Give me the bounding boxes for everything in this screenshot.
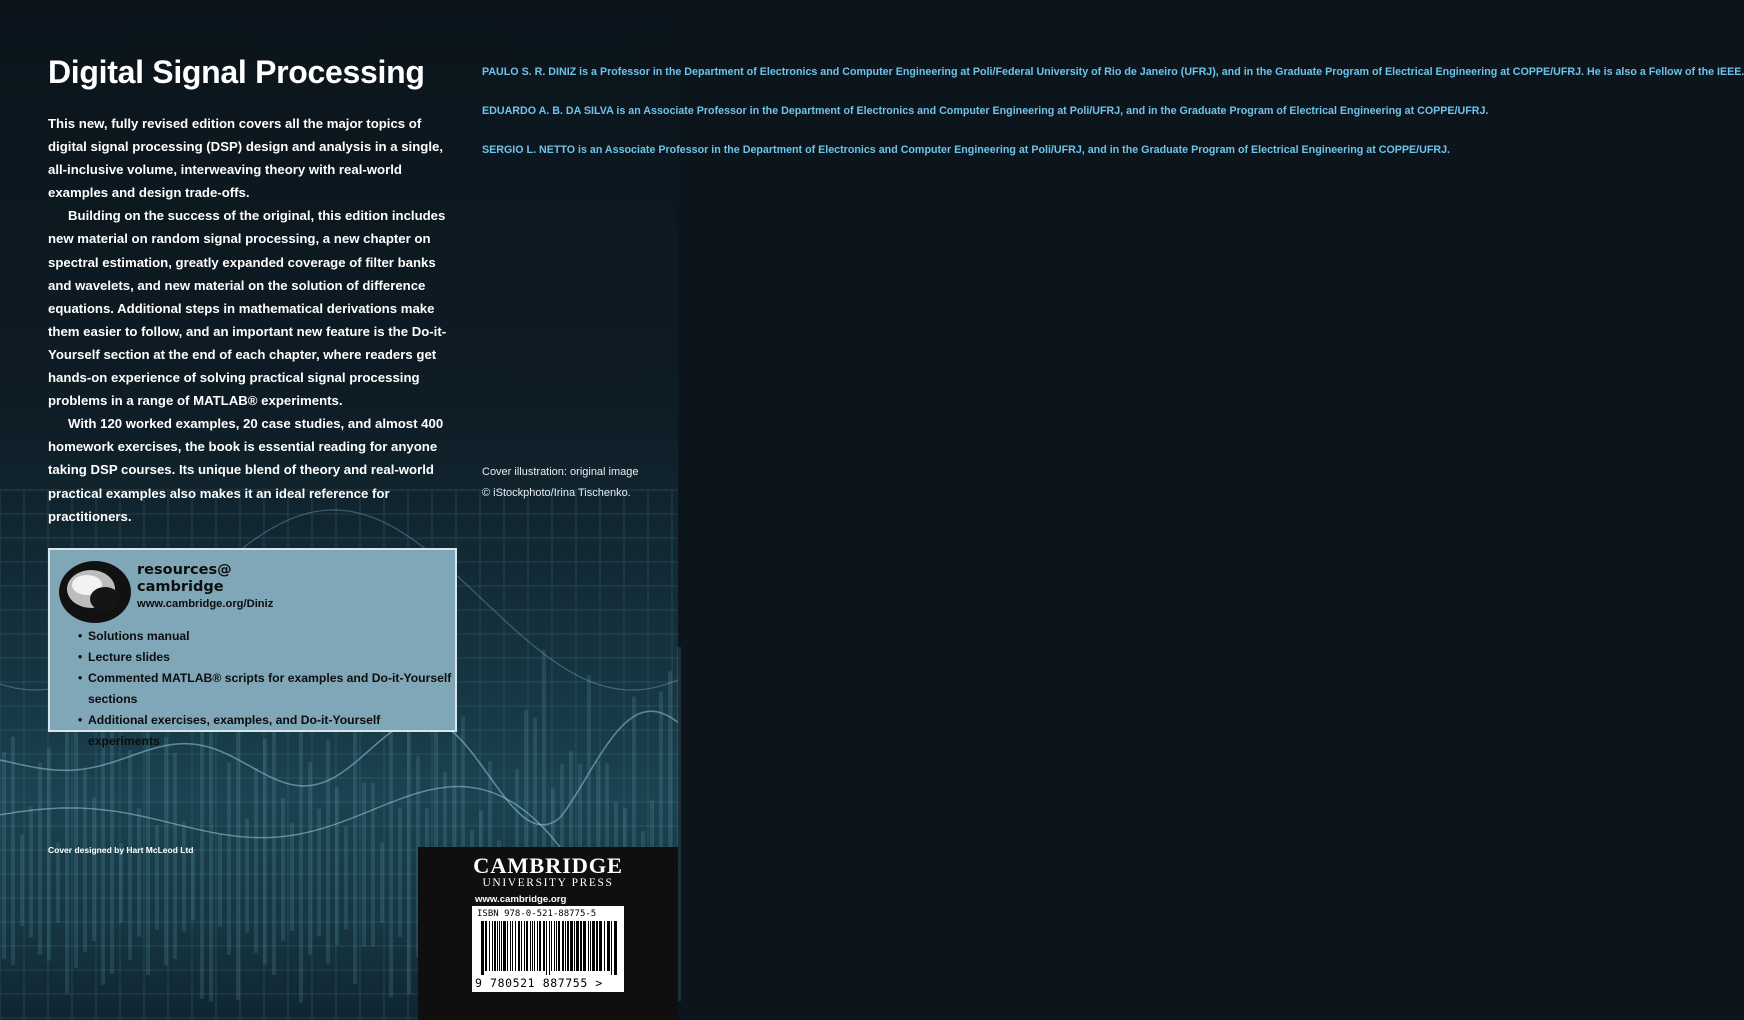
description-paragraph: This new, fully revised edition covers all the major topics of digital signal processing (DSP) design and analysis in a single, all-inclusive volume, interweaving theory with real-world examples and design trade-offs. [48, 116, 443, 201]
barcode-icon [477, 921, 619, 975]
isbn-number: ISBN 978-0-521-88775-5 [477, 909, 597, 919]
author-bio-netto: SERGIO L. NETTO is an Associate Professor in the Department of Electronics and Computer Engineering at Poli/UFRJ, and in the Graduate Program of Electrical Engineering at COPPE/UFRJ. [482, 144, 1451, 157]
resources-list [78, 626, 453, 752]
author-bio-diniz: PAULO S. R. DINIZ is a Professor in the Department of Electronics and Computer Engineering at Poli/Federal University of Rio de Janeiro (UFRJ), and in the Graduate Program of Electrical Engineering at COPPE/UFRJ. He is also a Fellow of the IEEE. [482, 66, 1744, 78]
description-paragraph: Building on the success of the original, this edition includes new material on random signal processing, a new chapter on spectral estimation, greatly expanded coverage of filter banks and wavelets, and new material on the solution of difference equations. Additional steps in mathematical derivations make them easier to follow, and an important new feature is the Do-it-Yourself section at the end of each chapter, where readers get hands-on experience of solving practical signal processing problems in a range of MATLAB® experiments. [48, 208, 447, 409]
publisher-website[interactable]: www.cambridge.org [475, 894, 567, 905]
book-description [48, 112, 458, 528]
resource-item: • Lecture slides [78, 647, 453, 668]
book-title: Digital Signal Processing [48, 54, 425, 90]
cover-illustration-credit [482, 462, 672, 503]
cover-designer-credit: Cover designed by Hart McLeod Ltd [48, 845, 194, 855]
credit-line: © iStockphoto/Irina Tischenko. [482, 486, 631, 499]
resources-title-line: cambridge [137, 579, 224, 595]
author-bios [482, 62, 1744, 179]
credit-line: Cover illustration: original image [482, 466, 639, 478]
description-paragraph: With 120 worked examples, 20 case studies, and almost 400 homework exercises, the book is essential reading for anyone taking DSP courses. Its unique blend of theory and real-world practical examples also makes it an ideal reference for practitioners. [48, 416, 444, 524]
resource-item: • Commented MATLAB® scripts for examples and Do-it-Yourself sections [78, 668, 453, 710]
resource-item: • Solutions manual [78, 626, 453, 647]
publisher-name: CAMBRIDGE [473, 853, 623, 878]
ean-digits: 9 780521 887755 > [475, 976, 603, 990]
resources-title-line: resources@ [137, 562, 232, 578]
resources-logo-icon [57, 559, 133, 625]
resource-item: • Additional exercises, examples, and Do-it-Yourself experiments [78, 710, 453, 752]
barcode-panel [472, 906, 624, 992]
resources-url[interactable]: www.cambridge.org/Diniz [137, 598, 274, 610]
author-bio-da-silva: EDUARDO A. B. DA SILVA is an Associate Professor in the Department of Electronics and Computer Engineering at Poli/UFRJ, and in the Graduate Program of Electrical Engineering at COPPE/UFRJ. [482, 105, 1489, 118]
publisher-press: UNIVERSITY PRESS [482, 877, 614, 889]
resources-box [48, 548, 457, 748]
resources-title [137, 562, 232, 596]
